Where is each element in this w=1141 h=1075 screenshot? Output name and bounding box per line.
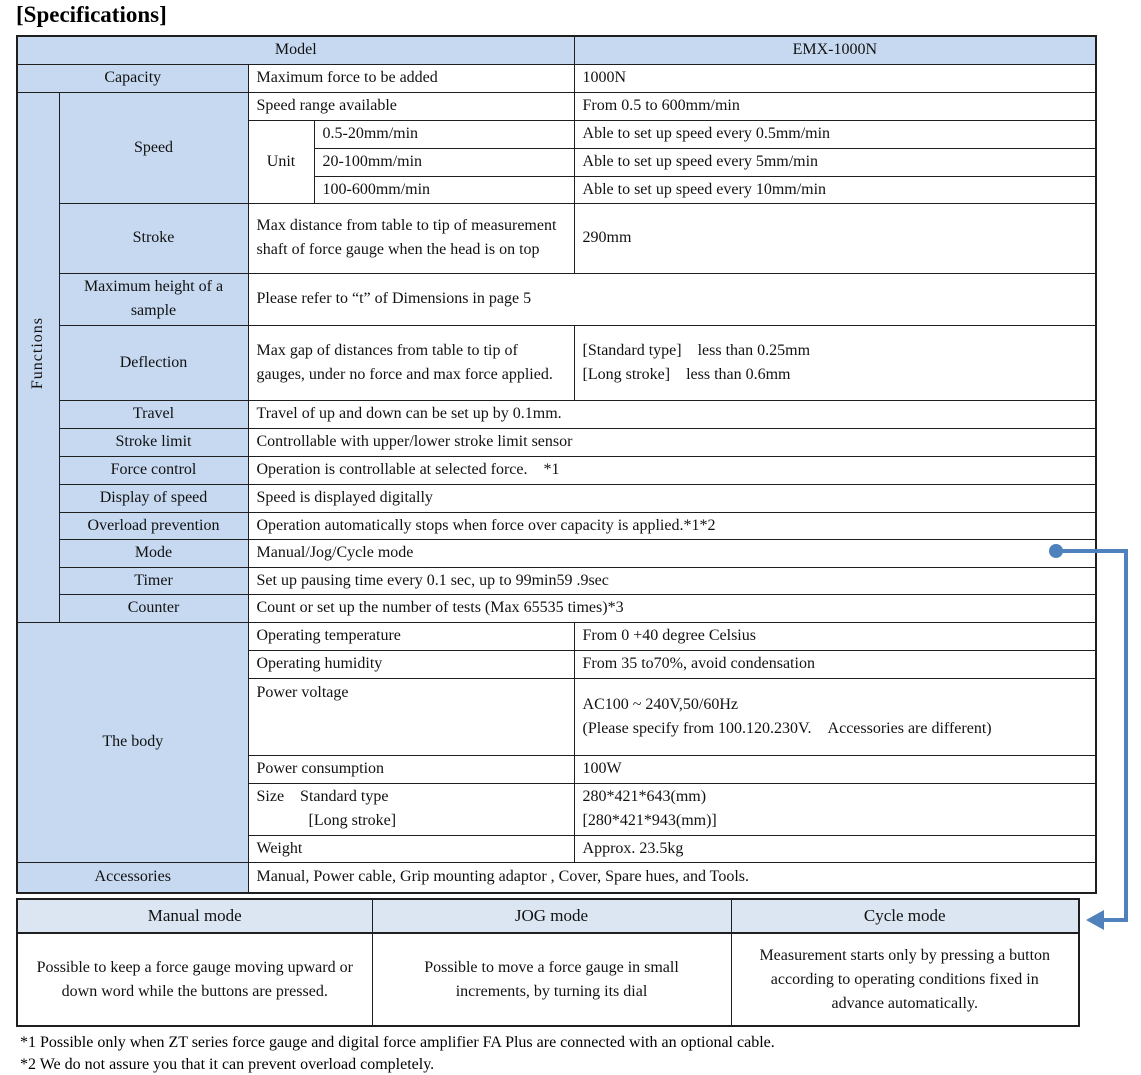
capacity-value: 1000N	[574, 64, 1096, 92]
spec-table	[16, 35, 1097, 894]
speed-range-value: From 0.5 to 600mm/min	[574, 92, 1096, 120]
row-travel	[17, 400, 1096, 428]
body-size-value	[574, 783, 1096, 835]
max-height-label: Maximum height of a sample	[59, 273, 248, 325]
row-speed-range	[17, 92, 1096, 120]
speed-unit-label: Unit	[248, 120, 314, 203]
speed-unit-3-value: Able to set up speed every 10mm/min	[574, 176, 1096, 203]
speed-range-desc: Speed range available	[248, 92, 574, 120]
counter-value: Count or set up the number of tests (Max 65535 times)*3	[248, 594, 1096, 622]
body-weight-value: Approx. 23.5kg	[574, 835, 1096, 862]
counter-label: Counter	[59, 594, 248, 622]
manual-mode-description: Possible to keep a force gauge moving upward or down word while the buttons are pressed.	[17, 933, 372, 1026]
body-size-value-line1: 280*421*643(mm)	[582, 788, 707, 805]
body-voltage-value-line1: AC100 ~ 240V,50/60Hz	[582, 695, 739, 713]
body-label: The body	[17, 622, 248, 862]
stroke-limit-value: Controllable with upper/lower stroke limit sensor	[248, 428, 1096, 456]
overload-value: Operation automatically stops when force over capacity is applied.*1*2	[248, 512, 1096, 539]
manual-mode-header: Manual mode	[17, 899, 372, 933]
accessories-label: Accessories	[17, 862, 248, 893]
deflection-value-long: [Long stroke] less than 0.6mm	[582, 365, 791, 383]
row-model	[17, 36, 1096, 64]
body-voltage-value-line2: (Please specify from 100.120.230V. Accessories are different)	[582, 719, 992, 737]
body-temperature-desc: Operating temperature	[248, 622, 574, 650]
travel-value: Travel of up and down can be set up by 0.1mm.	[248, 400, 1096, 428]
body-humidity-desc: Operating humidity	[248, 650, 574, 678]
speed-unit-2-value: Able to set up speed every 5mm/min	[574, 148, 1096, 176]
stroke-desc: Max distance from table to tip of measurement shaft of force gauge when the head is on top	[248, 203, 574, 273]
force-control-value: Operation is controllable at selected force. *1	[248, 456, 1096, 484]
body-voltage-desc: Power voltage	[248, 678, 574, 755]
deflection-label: Deflection	[59, 325, 248, 400]
speed-unit-2-range: 20-100mm/min	[314, 148, 574, 176]
speed-unit-1-value: Able to set up speed every 0.5mm/min	[574, 120, 1096, 148]
stroke-limit-label: Stroke limit	[59, 428, 248, 456]
display-speed-label: Display of speed	[59, 484, 248, 512]
display-speed-value: Speed is displayed digitally	[248, 484, 1096, 512]
cycle-mode-header: Cycle mode	[731, 899, 1079, 933]
body-size-desc-line1: Size Standard type	[256, 788, 389, 805]
speed-unit-1-range: 0.5-20mm/min	[314, 120, 574, 148]
capacity-label: Capacity	[17, 64, 248, 92]
row-timer	[17, 567, 1096, 594]
model-header-cell: Model	[17, 36, 574, 64]
deflection-value-standard: [Standard type] less than 0.25mm	[582, 341, 811, 359]
row-max-height	[17, 273, 1096, 325]
jog-mode-description: Possible to move a force gauge in small increments, by turning its dial	[372, 933, 731, 1026]
force-control-label: Force control	[59, 456, 248, 484]
body-consumption-desc: Power consumption	[248, 755, 574, 783]
model-value-cell: EMX-1000N	[574, 36, 1096, 64]
row-overload	[17, 512, 1096, 539]
functions-label: Functions	[17, 92, 59, 622]
body-weight-desc: Weight	[248, 835, 574, 862]
page-title: [Specifications]	[16, 2, 167, 27]
capacity-desc: Maximum force to be added	[248, 64, 574, 92]
footnote-1: *1 Possible only when ZT series force gauge and digital force amplifier FA Plus are connected with an optional cable.	[20, 1034, 775, 1051]
row-force-control	[17, 456, 1096, 484]
row-mode	[17, 539, 1096, 567]
body-temperature-value: From 0 +40 degree Celsius	[574, 622, 1096, 650]
stroke-label: Stroke	[59, 203, 248, 273]
overload-label: Overload prevention	[59, 512, 248, 539]
modes-header-row	[17, 899, 1079, 933]
footnote-2: *2 We do not assure you that it can prevent overload completely.	[20, 1056, 435, 1073]
body-voltage-value	[574, 678, 1096, 755]
deflection-value	[574, 325, 1096, 400]
deflection-desc: Max gap of distances from table to tip of gauges, under no force and max force applied.	[248, 325, 574, 400]
timer-value: Set up pausing time every 0.1 sec, up to 99min59 .9sec	[248, 567, 1096, 594]
row-stroke-limit	[17, 428, 1096, 456]
row-deflection	[17, 325, 1096, 400]
row-stroke	[17, 203, 1096, 273]
max-height-value: Please refer to “t” of Dimensions in page 5	[248, 273, 1096, 325]
row-body-temperature	[17, 622, 1096, 650]
body-size-desc-line2: [Long stroke]	[308, 812, 397, 829]
connector-arrowhead-icon	[1086, 910, 1104, 930]
row-capacity	[17, 64, 1096, 92]
speed-unit-3-range: 100-600mm/min	[314, 176, 574, 203]
body-size-value-line2: [280*421*943(mm)]	[582, 812, 717, 829]
modes-table	[16, 898, 1080, 1027]
row-display-speed	[17, 484, 1096, 512]
body-consumption-value: 100W	[574, 755, 1096, 783]
accessories-value: Manual, Power cable, Grip mounting adaptor , Cover, Spare hues, and Tools.	[248, 862, 1096, 893]
mode-value: Manual/Jog/Cycle mode	[248, 539, 1096, 567]
travel-label: Travel	[59, 400, 248, 428]
mode-label: Mode	[59, 539, 248, 567]
cycle-mode-description: Measurement starts only by pressing a button according to operating conditions fixed in advance automatically.	[731, 933, 1079, 1026]
modes-body-row	[17, 933, 1079, 1026]
body-size-desc	[248, 783, 574, 835]
speed-label: Speed	[59, 92, 248, 203]
row-counter	[17, 594, 1096, 622]
footnotes	[20, 1032, 775, 1075]
row-accessories	[17, 862, 1096, 893]
stroke-value: 290mm	[574, 203, 1096, 273]
jog-mode-header: JOG mode	[372, 899, 731, 933]
timer-label: Timer	[59, 567, 248, 594]
body-humidity-value: From 35 to70%, avoid condensation	[574, 650, 1096, 678]
